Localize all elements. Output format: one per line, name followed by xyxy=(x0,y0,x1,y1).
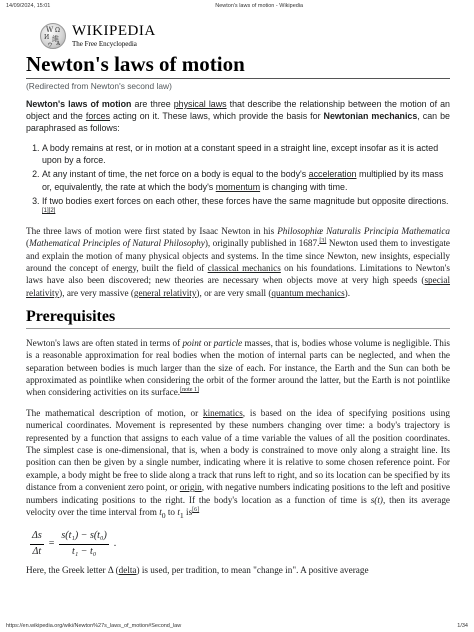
print-datetime: 14/09/2024, 15:01 xyxy=(6,3,51,9)
text: ). xyxy=(344,287,351,298)
text: , is based on the idea of specifying positions using numerical coordinates. Movement is represented by these numbers changing over time: a body's trajectory is represented by a function that assigns to each value of a time variable the values of all the position coordinates. The simplest case is one-dimensional, that is, when a body is constrained to move only along a straight line. Its position can then be given by a single number, indicating where it is relative to some chosen reference point. For example, a body might be free to slide along a track that runs left to right, and so its location can be specified by its distance from a convenient zero point, or xyxy=(26,407,450,493)
text: If two bodies exert forces on each other, these forces have the same magnitude but opposite directions. xyxy=(42,195,449,206)
wordmark-tagline: The Free Encyclopedia xyxy=(72,40,137,48)
link-quantum-mechanics[interactable]: quantum mechanics xyxy=(271,287,345,298)
italic-text: t xyxy=(177,506,180,517)
subscript: 1 xyxy=(179,510,184,520)
average-velocity-formula xyxy=(30,530,450,558)
text: multiplied by its mass or, equivalently, the rate at which the body's xyxy=(42,169,444,192)
text: Newton used them to investigate and explain the motion of many physical objects and systems. In the time since Newton, new insights, especially around the concept of energy, built the field of xyxy=(26,238,451,274)
print-header xyxy=(6,3,468,9)
bold-term: Newtonian mechanics xyxy=(323,111,418,122)
link-delta[interactable]: delta xyxy=(118,565,137,576)
text: ), originally published in 1687. xyxy=(204,238,320,249)
text: ), are very massive ( xyxy=(59,287,134,298)
italic-text: particle xyxy=(213,337,243,348)
text: The mathematical description of motion, or xyxy=(26,407,203,418)
italic-text: s(t) xyxy=(370,494,383,505)
text: , then its average velocity over the time interval from xyxy=(26,494,450,517)
link-kinematics[interactable]: kinematics xyxy=(202,407,243,418)
prereq-paragraph-2 xyxy=(26,407,450,522)
text: are three xyxy=(131,99,174,109)
note-link[interactable]: [note 1] xyxy=(180,387,199,394)
italic-text: Mathematical Principles of Natural Philosophy xyxy=(29,238,205,249)
link-momentum[interactable]: momentum xyxy=(215,181,261,192)
citation-link[interactable]: [3] xyxy=(319,238,327,245)
text: to xyxy=(165,506,178,517)
section-divider xyxy=(26,328,450,329)
formula-rhs xyxy=(59,530,108,558)
page-title: Newton's laws of motion xyxy=(26,52,245,76)
formula-period: . xyxy=(113,537,117,549)
text: is changing with time. xyxy=(260,181,348,192)
title-divider xyxy=(26,78,450,79)
text: that describe the relationship between the motion of an object and the xyxy=(26,99,450,122)
prereq-paragraph-3 xyxy=(26,564,450,576)
wordmark-name: WIKIPEDIA xyxy=(72,23,156,39)
formula-equals: = xyxy=(48,537,55,549)
prereq-paragraph-1 xyxy=(26,337,450,399)
list-item xyxy=(42,195,450,219)
link-origin[interactable]: origin xyxy=(179,482,202,493)
text: ), or are very small ( xyxy=(196,287,272,298)
print-title: Newton's laws of motion - Wikipedia xyxy=(215,3,304,9)
text: At any instant of time, the net force on a body is equal to the body's xyxy=(42,169,309,180)
italic-text: t xyxy=(159,506,162,517)
text: acting on it. These laws, which provide the basis for xyxy=(110,111,324,122)
list-item xyxy=(42,168,450,192)
laws-list xyxy=(26,142,450,219)
text: on his foundations. Limitations to Newton's laws have also been discovered; new theories are necessary when objects move at very high speeds ( xyxy=(26,263,450,286)
text: ( xyxy=(113,565,119,576)
link-classical-mechanics[interactable]: classical mechanics xyxy=(207,263,281,274)
history-paragraph xyxy=(26,225,450,299)
intro-paragraph xyxy=(26,98,450,134)
formula-denominator: t₁ − t₀ xyxy=(71,545,97,557)
text: is xyxy=(183,506,193,517)
text: Here, the Greek letter xyxy=(26,565,108,576)
formula-lhs xyxy=(30,530,44,558)
article-content xyxy=(26,98,450,584)
print-page-number: 1/34 xyxy=(457,623,468,629)
text: ) is used, per tradition, to mean "change in". A positive average xyxy=(136,565,369,576)
text: The three laws of motion were first stated by Isaac Newton in his xyxy=(26,225,278,236)
list-item xyxy=(42,142,450,166)
link-special-relativity[interactable]: special relativity xyxy=(26,275,450,298)
text: ( xyxy=(26,238,30,249)
citation-link[interactable]: [1][2] xyxy=(42,207,56,214)
delta-symbol: Δ xyxy=(107,565,114,576)
text: , can be paraphrased as follows: xyxy=(26,111,450,134)
print-footer xyxy=(6,623,468,629)
formula-denominator: Δt xyxy=(32,545,42,557)
formula-numerator: Δs xyxy=(30,530,44,544)
text: Newton's laws are often stated in terms of xyxy=(26,337,183,348)
text: A body remains at rest, or in motion at a constant speed in a straight line, except insofar as it is acted upon by a force. xyxy=(42,143,439,166)
link-physical-laws[interactable]: physical laws xyxy=(173,99,227,109)
link-forces[interactable]: forces xyxy=(85,111,111,122)
link-general-relativity[interactable]: general relativity xyxy=(133,287,197,298)
italic-text: point xyxy=(182,337,202,348)
bold-term: Newton's laws of motion xyxy=(26,99,132,109)
section-heading-prerequisites: Prerequisites xyxy=(26,308,116,326)
citation-link[interactable]: [6] xyxy=(192,506,200,513)
print-url: https://en.wikipedia.org/wiki/Newton%27s_laws_of_motion#Second_law xyxy=(6,623,182,629)
wikipedia-wordmark[interactable] xyxy=(72,24,156,48)
formula-numerator: s(t₁) − s(t₀) xyxy=(59,530,108,544)
italic-text: Philosophiæ Naturalis Principia Mathematica xyxy=(277,225,451,236)
text: or xyxy=(201,337,214,348)
text: masses, that is, bodies whose volume is negligible. This is a reasonable approximation for real bodies when the motion of internal parts can be neglected, and when the separation between bodies is much larger than the size of each. For instance, the Earth and the Sun can both be approximated as pointlike when considering the orbit of the former around the latter, but the Earth is not pointlike when considering activities on its surface. xyxy=(26,337,450,398)
link-acceleration[interactable]: acceleration xyxy=(308,169,357,180)
subscript: 0 xyxy=(161,510,166,520)
text: , with negative numbers indicating positions to the left and positive numbers indicating positions to the right. If the body's location as a function of time is xyxy=(26,482,450,505)
wikipedia-globe-logo-icon[interactable]: W Ω И 維 ウ Ѧ xyxy=(40,23,66,49)
redirect-note: (Redirected from Newton's second law) xyxy=(26,81,172,91)
